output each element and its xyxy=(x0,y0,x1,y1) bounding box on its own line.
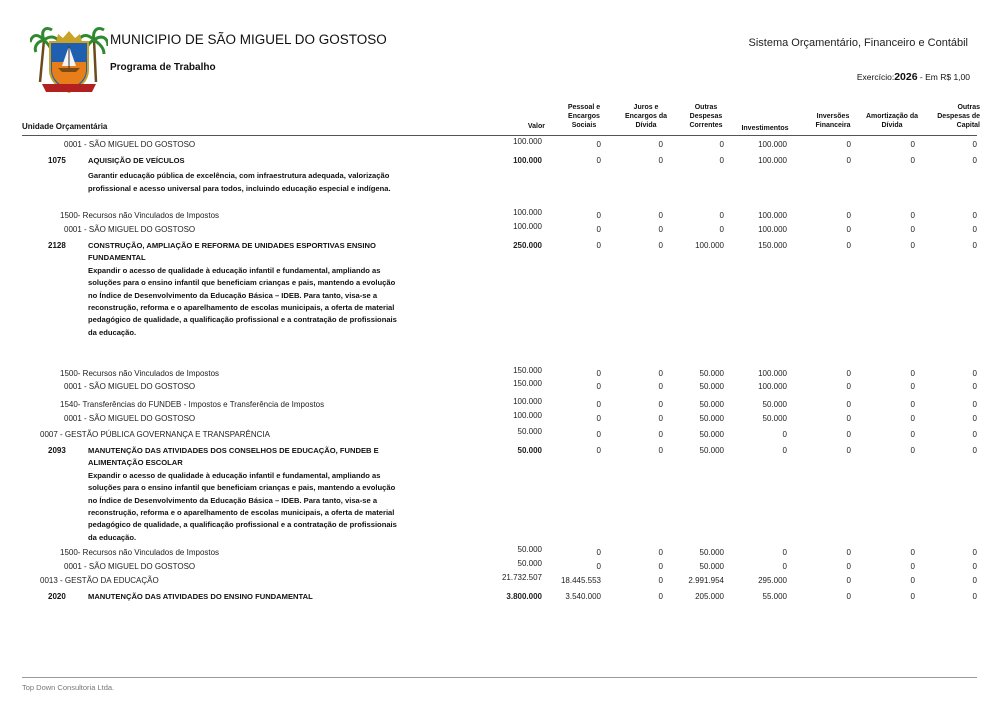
cell-outras-capital: 0 xyxy=(972,369,977,378)
cell-inversoes: 0 xyxy=(846,430,851,439)
municipal-coat-of-arms-logo xyxy=(30,22,108,96)
row-label: 1500- Recursos não Vinculados de Impostos xyxy=(60,211,220,220)
cell-outras-capital: 0 xyxy=(972,140,977,149)
cell-inversoes: 0 xyxy=(846,156,851,165)
row-label: 1500- Recursos não Vinculados de Impostos xyxy=(60,548,220,557)
col-header-outras-correntes: Outras Despesas Correntes xyxy=(689,104,723,129)
cell-valor: 21.732.507 xyxy=(501,573,542,582)
action-code: 1075 xyxy=(48,156,66,165)
col-header-outras-capital: Outras Despesas de Capital xyxy=(937,104,980,129)
cell-juros: 0 xyxy=(658,156,663,165)
cell-valor: 100.000 xyxy=(513,411,542,420)
cell-amortizacao: 0 xyxy=(910,400,915,409)
cell-amortizacao: 0 xyxy=(910,446,915,455)
action-description: Expandir o acesso de qualidade à educação infantil e fundamental, ampliando as soluções para o ensino infantil que beneficiam crianças e pais, mantendo a evolução no Índice de Desenvolvimento da Educação Básica – IDEB. Para tanto, visa-se a reconstrução, reforma e o aparelhamento de escolas municipais, a oferta de material pedagógico de qualidade, a qualificação profissional e a contratação de profissionais da educação. xyxy=(88,265,397,337)
cell-outras-correntes: 50.000 xyxy=(699,562,724,571)
cell-pessoal: 0 xyxy=(596,225,601,234)
cell-pessoal: 0 xyxy=(596,241,601,250)
row-label: 1540- Transferências do FUNDEB - Impostos e Transferência de Impostos xyxy=(60,400,325,409)
cell-amortizacao: 0 xyxy=(910,382,915,391)
cell-investimentos: 50.000 xyxy=(762,414,787,423)
cell-outras-correntes: 50.000 xyxy=(699,430,724,439)
cell-outras-correntes: 50.000 xyxy=(699,382,724,391)
cell-juros: 0 xyxy=(658,548,663,557)
action-code: 2093 xyxy=(48,446,66,455)
cell-pessoal: 3.540.000 xyxy=(565,592,601,601)
cell-juros: 0 xyxy=(658,140,663,149)
cell-outras-capital: 0 xyxy=(972,430,977,439)
cell-amortizacao: 0 xyxy=(910,562,915,571)
cell-valor: 50.000 xyxy=(517,545,542,554)
row-label: 0001 - SÃO MIGUEL DO GOSTOSO xyxy=(64,382,196,391)
cell-amortizacao: 0 xyxy=(910,430,915,439)
cell-amortizacao: 0 xyxy=(910,156,915,165)
cell-pessoal: 0 xyxy=(596,562,601,571)
header-divider xyxy=(22,135,977,136)
col-header-pessoal: Pessoal e Encargos Sociais xyxy=(567,104,601,129)
cell-pessoal: 0 xyxy=(596,548,601,557)
cell-pessoal: 0 xyxy=(596,140,601,149)
action-description: Expandir o acesso de qualidade à educação infantil e fundamental, ampliando as soluções para o ensino infantil que beneficiam crianças e pais, mantendo a evolução no Índice de Desenvolvimento da Educação Básica – IDEB. Para tanto, visa-se a reconstrução, reforma e o aparelhamento de escolas municipais, a oferta de material pedagógico de qualidade, a qualificação profissional e a contratação de profissionais da educação. xyxy=(88,470,397,542)
cell-investimentos: 0 xyxy=(782,562,787,571)
cell-outras-correntes: 2.991.954 xyxy=(688,576,724,585)
exercise-info xyxy=(857,71,970,83)
cell-valor: 100.000 xyxy=(513,156,542,165)
cell-juros: 0 xyxy=(658,414,663,423)
cell-outras-correntes: 50.000 xyxy=(699,414,724,423)
cell-investimentos: 100.000 xyxy=(758,382,787,391)
cell-valor: 50.000 xyxy=(517,427,542,436)
cell-juros: 0 xyxy=(658,400,663,409)
cell-outras-capital: 0 xyxy=(972,400,977,409)
cell-investimentos: 100.000 xyxy=(758,225,787,234)
row-label: 0001 - SÃO MIGUEL DO GOSTOSO xyxy=(64,140,196,149)
cell-juros: 0 xyxy=(658,241,663,250)
cell-valor: 50.000 xyxy=(517,446,542,455)
cell-valor: 3.800.000 xyxy=(506,592,542,601)
cell-juros: 0 xyxy=(658,382,663,391)
footer-text: Top Down Consultoria Ltda. xyxy=(22,683,115,692)
cell-juros: 0 xyxy=(658,211,663,220)
system-name: Sistema Orçamentário, Financeiro e Contábil xyxy=(748,37,968,49)
cell-inversoes: 0 xyxy=(846,225,851,234)
cell-amortizacao: 0 xyxy=(910,140,915,149)
action-code: 2128 xyxy=(48,241,66,250)
row-label: 0001 - SÃO MIGUEL DO GOSTOSO xyxy=(64,414,196,423)
cell-valor: 250.000 xyxy=(513,241,542,250)
cell-investimentos: 100.000 xyxy=(758,211,787,220)
cell-inversoes: 0 xyxy=(846,562,851,571)
cell-outras-correntes: 0 xyxy=(719,211,724,220)
cell-inversoes: 0 xyxy=(846,576,851,585)
cell-outras-capital: 0 xyxy=(972,576,977,585)
cell-investimentos: 0 xyxy=(782,430,787,439)
cell-inversoes: 0 xyxy=(846,211,851,220)
cell-juros: 0 xyxy=(658,446,663,455)
cell-investimentos: 100.000 xyxy=(758,140,787,149)
footer-divider xyxy=(22,677,977,678)
cell-juros: 0 xyxy=(658,592,663,601)
cell-outras-capital: 0 xyxy=(972,241,977,250)
cell-outras-capital: 0 xyxy=(972,211,977,220)
cell-investimentos: 100.000 xyxy=(758,369,787,378)
action-description: Garantir educação pública de excelência, com infraestrutura adequada, valorização profissional e acesso universal para todos, incluindo educação especial e indígena. xyxy=(88,171,391,193)
cell-amortizacao: 0 xyxy=(910,414,915,423)
cell-inversoes: 0 xyxy=(846,400,851,409)
report-title: Programa de Trabalho xyxy=(110,62,216,73)
cell-outras-capital: 0 xyxy=(972,382,977,391)
cell-investimentos: 0 xyxy=(782,446,787,455)
cell-outras-capital: 0 xyxy=(972,414,977,423)
cell-outras-correntes: 205.000 xyxy=(695,592,724,601)
cell-amortizacao: 0 xyxy=(910,548,915,557)
cell-valor: 100.000 xyxy=(513,137,542,146)
cell-inversoes: 0 xyxy=(846,592,851,601)
cell-amortizacao: 0 xyxy=(910,225,915,234)
action-title: AQUISIÇÃO DE VEÍCULOS xyxy=(88,156,185,165)
col-header-investimentos: Investimentos xyxy=(741,125,789,132)
cell-valor: 100.000 xyxy=(513,222,542,231)
cell-outras-capital: 0 xyxy=(972,446,977,455)
cell-juros: 0 xyxy=(658,576,663,585)
cell-investimentos: 150.000 xyxy=(758,241,787,250)
cell-inversoes: 0 xyxy=(846,140,851,149)
cell-valor: 100.000 xyxy=(513,208,542,217)
cell-pessoal: 18.445.553 xyxy=(560,576,601,585)
cell-outras-correntes: 50.000 xyxy=(699,400,724,409)
exercise-label: Exercício: xyxy=(856,72,895,82)
cell-amortizacao: 0 xyxy=(910,369,915,378)
cell-outras-correntes: 0 xyxy=(719,225,724,234)
cell-amortizacao: 0 xyxy=(910,576,915,585)
cell-inversoes: 0 xyxy=(846,382,851,391)
action-title: CONSTRUÇÃO, AMPLIAÇÃO E REFORMA DE UNIDADES ESPORTIVAS ENSINO FUNDAMENTAL xyxy=(88,241,376,263)
cell-outras-capital: 0 xyxy=(972,592,977,601)
cell-pessoal: 0 xyxy=(596,446,601,455)
row-label: 0001 - SÃO MIGUEL DO GOSTOSO xyxy=(64,225,196,234)
row-label: 0007 - GESTÃO PÚBLICA GOVERNANÇA E TRANSPARÊNCIA xyxy=(40,430,270,439)
cell-inversoes: 0 xyxy=(846,369,851,378)
cell-investimentos: 100.000 xyxy=(758,156,787,165)
cell-inversoes: 0 xyxy=(846,548,851,557)
col-header-valor: Valor xyxy=(527,123,545,130)
col-header-unidade: Unidade Orçamentária xyxy=(22,122,108,131)
cell-investimentos: 0 xyxy=(782,548,787,557)
cell-pessoal: 0 xyxy=(596,382,601,391)
currency-label: - Em R$ 1,00 xyxy=(919,72,970,82)
cell-outras-capital: 0 xyxy=(972,548,977,557)
cell-outras-correntes: 50.000 xyxy=(699,369,724,378)
cell-investimentos: 50.000 xyxy=(762,400,787,409)
cell-pessoal: 0 xyxy=(596,414,601,423)
cell-pessoal: 0 xyxy=(596,156,601,165)
cell-investimentos: 55.000 xyxy=(762,592,787,601)
cell-pessoal: 0 xyxy=(596,211,601,220)
cell-amortizacao: 0 xyxy=(910,241,915,250)
cell-valor: 100.000 xyxy=(513,397,542,406)
cell-outras-capital: 0 xyxy=(972,562,977,571)
action-code: 2020 xyxy=(48,592,66,601)
row-label: 1500- Recursos não Vinculados de Impostos xyxy=(60,369,220,378)
cell-inversoes: 0 xyxy=(846,446,851,455)
cell-valor: 150.000 xyxy=(513,379,542,388)
cell-outras-correntes: 0 xyxy=(719,140,724,149)
cell-juros: 0 xyxy=(658,369,663,378)
cell-juros: 0 xyxy=(658,430,663,439)
cell-outras-capital: 0 xyxy=(972,156,977,165)
col-header-juros: Juros e Encargos da Dívida xyxy=(624,104,667,129)
action-title: MANUTENÇÃO DAS ATIVIDADES DOS CONSELHOS DE EDUCAÇÃO, FUNDEB E ALIMENTAÇÃO ESCOLAR xyxy=(88,446,379,468)
cell-investimentos: 295.000 xyxy=(758,576,787,585)
cell-valor: 50.000 xyxy=(517,559,542,568)
cell-valor: 150.000 xyxy=(513,366,542,375)
col-header-amortizacao: Amortização da Dívida xyxy=(865,113,919,129)
cell-outras-correntes: 0 xyxy=(719,156,724,165)
exercise-year: 2026 xyxy=(894,71,918,83)
cell-outras-correntes: 100.000 xyxy=(695,241,724,250)
cell-pessoal: 0 xyxy=(596,400,601,409)
cell-inversoes: 0 xyxy=(846,414,851,423)
cell-juros: 0 xyxy=(658,225,663,234)
row-label: 0013 - GESTÃO DA EDUCAÇÃO xyxy=(40,576,159,585)
col-header-inversoes: Inversões Financeira xyxy=(815,113,851,129)
cell-pessoal: 0 xyxy=(596,430,601,439)
row-label: 0001 - SÃO MIGUEL DO GOSTOSO xyxy=(64,562,196,571)
cell-amortizacao: 0 xyxy=(910,592,915,601)
action-title: MANUTENÇÃO DAS ATIVIDADES DO ENSINO FUNDAMENTAL xyxy=(88,592,313,601)
cell-pessoal: 0 xyxy=(596,369,601,378)
cell-juros: 0 xyxy=(658,562,663,571)
cell-outras-capital: 0 xyxy=(972,225,977,234)
cell-outras-correntes: 50.000 xyxy=(699,446,724,455)
cell-outras-correntes: 50.000 xyxy=(699,548,724,557)
cell-amortizacao: 0 xyxy=(910,211,915,220)
municipality-name: MUNICIPIO DE SÃO MIGUEL DO GOSTOSO xyxy=(110,32,387,47)
cell-inversoes: 0 xyxy=(846,241,851,250)
